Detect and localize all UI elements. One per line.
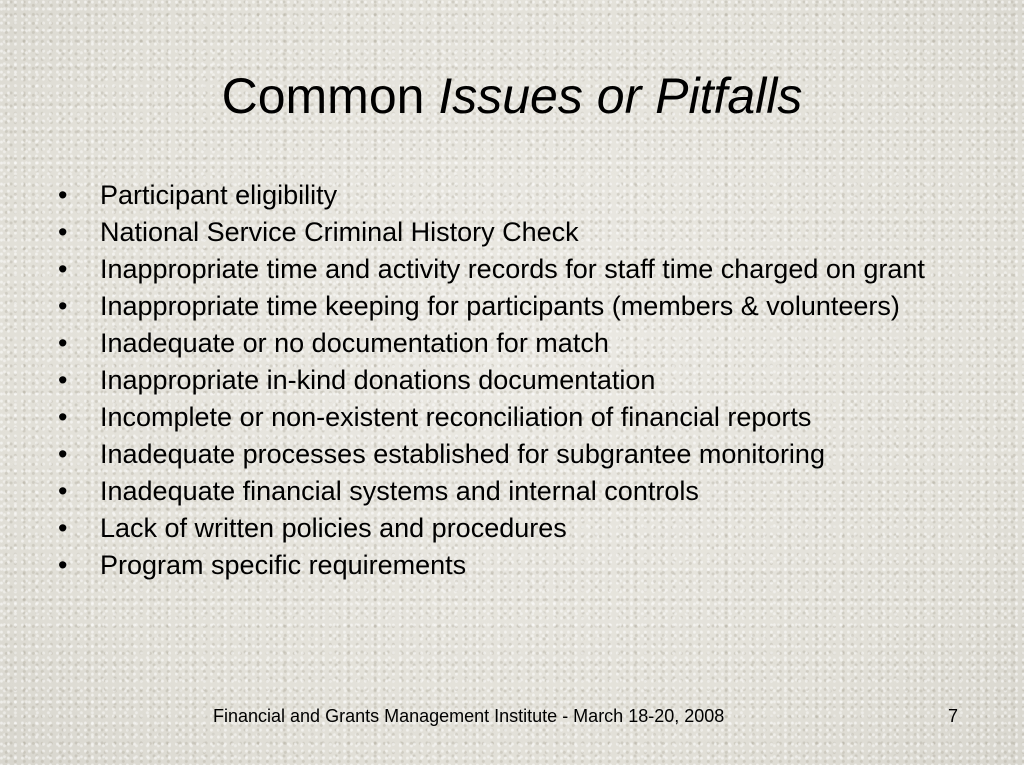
bullet-item: [58, 291, 978, 321]
footer-text: Financial and Grants Management Institute - March 18-20, 2008: [213, 706, 725, 726]
bullet-dot-icon: •: [58, 439, 68, 469]
bullet-item: [58, 217, 978, 247]
bullet-dot-icon: •: [58, 550, 68, 580]
bullet-dot-icon: •: [58, 365, 68, 395]
bullet-text: Inadequate processes established for subgrantee monitoring: [100, 439, 825, 469]
bullet-text: Inappropriate time keeping for participants (members & volunteers): [100, 291, 900, 321]
bullet-text: Participant eligibility: [100, 180, 338, 210]
bullet-dot-icon: •: [58, 476, 68, 506]
bullet-text: Lack of written policies and procedures: [100, 513, 567, 543]
bullet-dot-icon: •: [58, 291, 68, 321]
bullet-text: National Service Criminal History Check: [100, 217, 579, 247]
bullet-item: [58, 402, 978, 432]
slide-footer: [0, 704, 1024, 728]
bullet-text: Program specific requirements: [100, 550, 467, 580]
bullet-item: [58, 328, 978, 358]
bullet-text: Inadequate or no documentation for match: [100, 328, 609, 358]
bullet-item: [58, 476, 978, 506]
title-italic-text: Issues or Pitfalls: [438, 68, 803, 124]
bullet-item: [58, 439, 978, 469]
bullet-dot-icon: •: [58, 402, 68, 432]
bullet-list: [58, 180, 978, 587]
bullet-dot-icon: •: [58, 180, 68, 210]
bullet-dot-icon: •: [58, 254, 68, 284]
title-plain-text: Common: [221, 68, 425, 124]
bullet-text: Incomplete or non-existent reconciliation of financial reports: [100, 402, 812, 432]
bullet-dot-icon: •: [58, 513, 68, 543]
bullet-dot-icon: •: [58, 217, 68, 247]
slide-title: [0, 66, 1024, 126]
bullet-item: [58, 513, 978, 543]
bullet-text: Inadequate financial systems and internal controls: [100, 476, 699, 506]
bullet-text: Inappropriate time and activity records for staff time charged on grant: [100, 254, 925, 284]
bullet-dot-icon: •: [58, 328, 68, 358]
bullet-text: Inappropriate in-kind donations documentation: [100, 365, 656, 395]
page-number: 7: [948, 706, 959, 726]
bullet-item: [58, 180, 978, 210]
bullet-item: [58, 365, 978, 395]
bullet-item: [58, 254, 978, 284]
bullet-item: [58, 550, 978, 580]
